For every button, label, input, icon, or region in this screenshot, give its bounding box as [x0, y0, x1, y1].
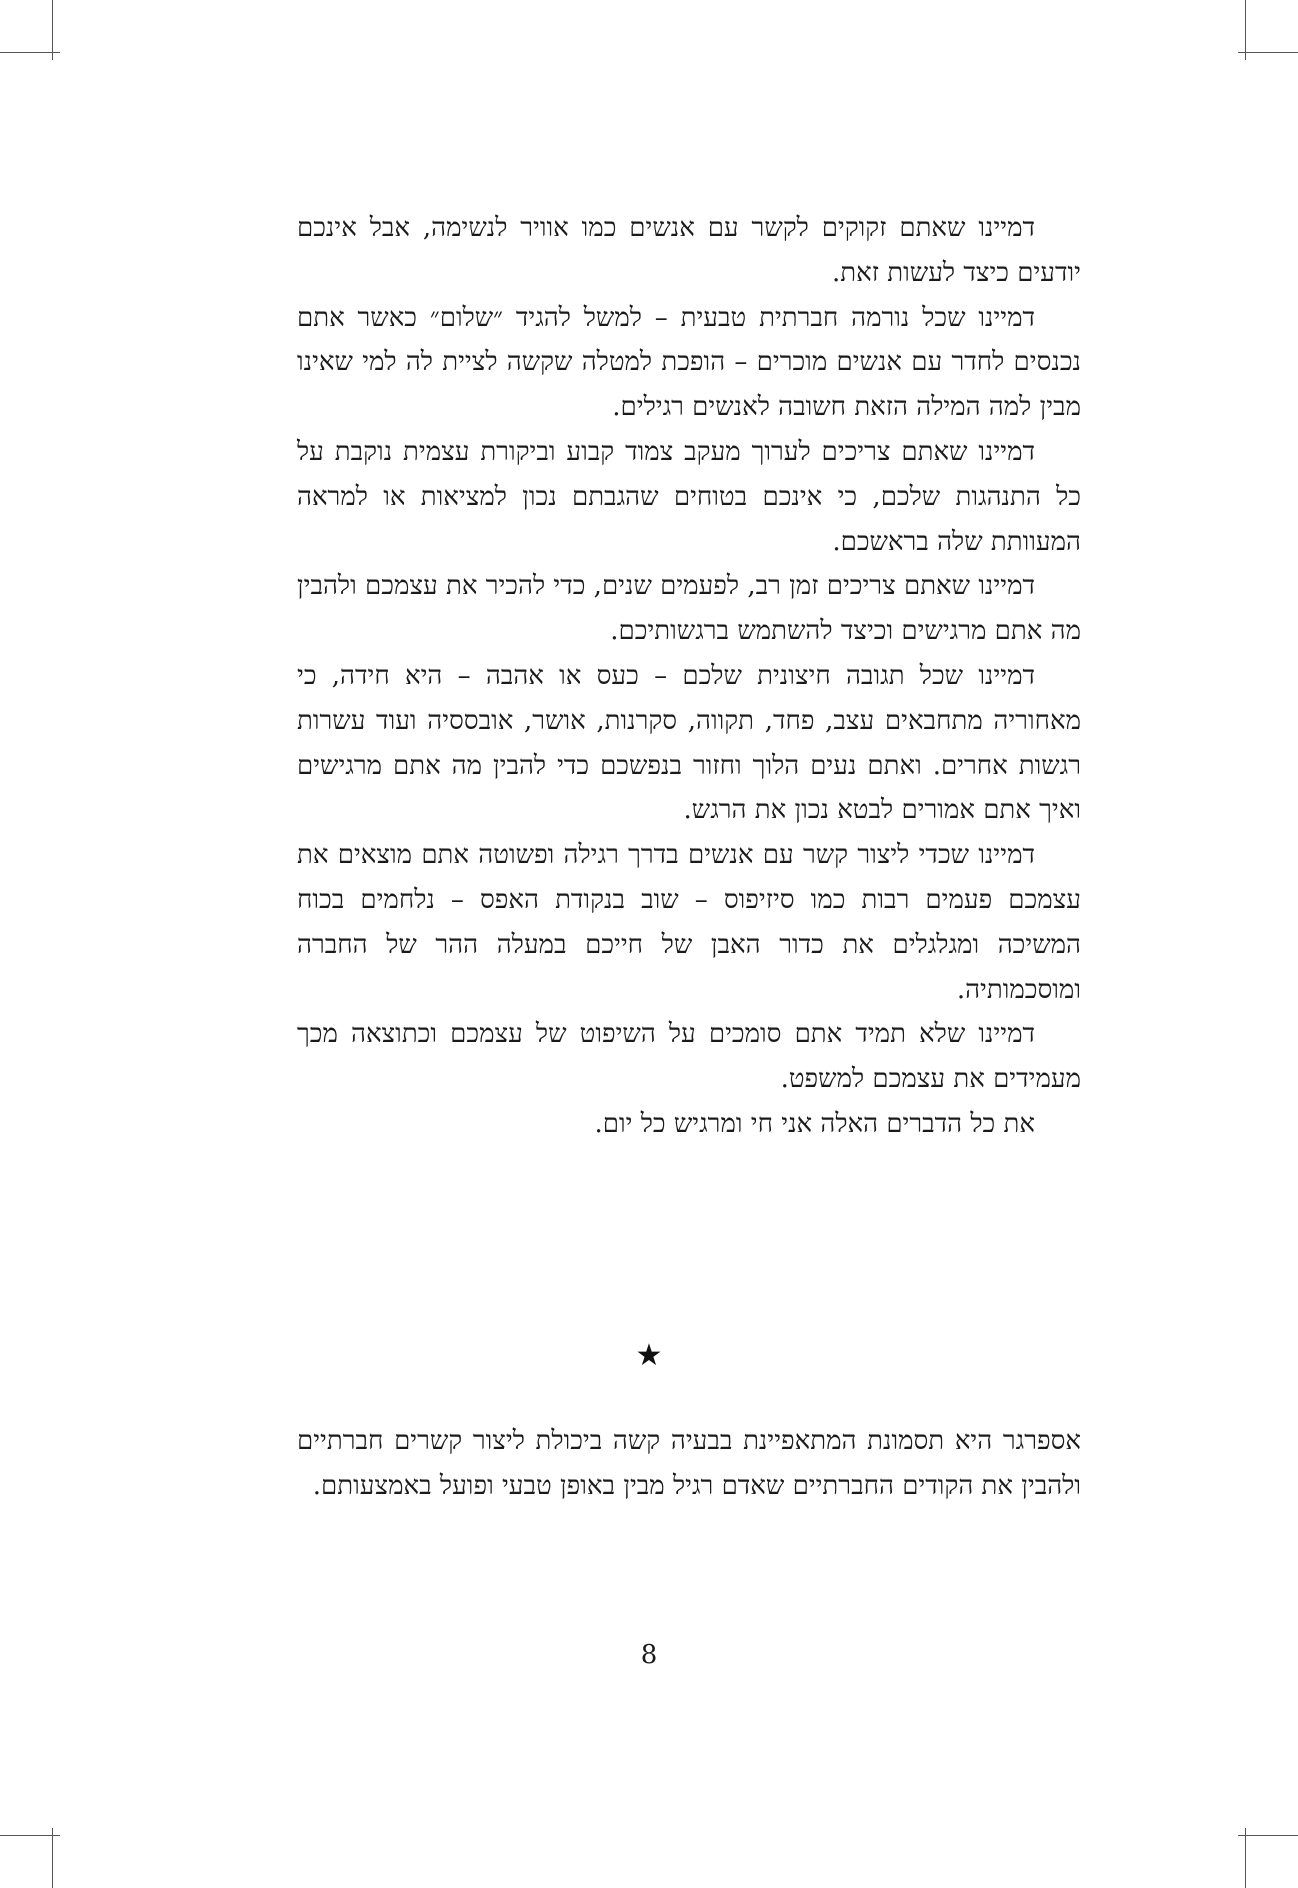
footnote-text: אספרגר היא תסמונת המתאפיינת בבעיה קשה ביכולת ליצור קשרים חברתיים ולהבין את הקודים החברתיים שאדם רגיל מבין באופן טבעי ופועל באמצעותם.	[297, 1426, 1081, 1501]
paragraph: דמיינו שאתם זקוקים לקשר עם אנשים כמו אוויר לנשימה, אבל אינכם יודעים כיצד לעשות זאת.	[297, 213, 1081, 288]
crop-mark	[1238, 52, 1298, 53]
crop-mark	[0, 1835, 60, 1836]
paragraph: דמיינו שכדי ליצור קשר עם אנשים בדרך רגילה ופשוטה אתם מוצאים את עצמכם פעמים רבות כמו סיזיפוס – שוב בנקודת האפס – נלחמים בכוח המשיכה ומגלגלים את כדור האבן של חייכם במעלה ההר של החברה ומוסכמותיה.	[297, 840, 1081, 1005]
paragraph: דמיינו שכל נורמה חברתית טבעית – למשל להגיד ״שלום״ כאשר אתם נכנסים לחדר עם אנשים מוכרים – הופכת למטלה שקשה לציית לה למי שאינו מבין למה המילה הזאת חשובה לאנשים רגילים.	[297, 302, 1081, 423]
paragraph: דמיינו שאתם צריכים זמן רב, לפעמים שנים, כדי להכיר את עצמכם ולהבין מה אתם מרגישים וכיצד להשתמש ברגשותיכם.	[297, 571, 1081, 647]
crop-mark	[1238, 1835, 1298, 1836]
crop-mark	[1245, 1828, 1246, 1888]
crop-mark	[52, 0, 53, 60]
crop-mark	[52, 1828, 53, 1888]
body-text	[297, 206, 1081, 1147]
crop-mark	[1245, 0, 1246, 60]
paragraph: דמיינו שכל תגובה חיצונית שלכם – כעס או אהבה – היא חידה, כי מאחוריה מתחבאים עצב, פחד, תקווה, סקרנות, אושר, אובססיה ועוד עשרות רגשות אחרים. ואתם נעים הלוך וחזור בנפשכם כדי להבין מה אתם מרגישים ואיך אתם אמורים לבטא נכון את הרגש.	[297, 660, 1081, 826]
paragraph: דמיינו שאתם צריכים לערוך מעקב צמוד קבוע וביקורת עצמית נוקבת על כל התנהגות שלכם, כי אינכם בטוחים שהגבתם נכון למציאות או למראה המעוותת שלה בראשכם.	[297, 436, 1081, 557]
paragraph: דמיינו שלא תמיד אתם סומכים על השיפוט של עצמכם וכתוצאה מכך מעמידים את עצמכם למשפט.	[297, 1019, 1081, 1095]
paragraph: את כל הדברים האלה אני חי ומרגיש כל יום.	[594, 1108, 1035, 1139]
page-number: 8	[640, 1640, 658, 1670]
star-divider-icon: ★	[635, 1338, 663, 1373]
crop-mark	[0, 52, 60, 53]
footnote	[297, 1419, 1081, 1509]
